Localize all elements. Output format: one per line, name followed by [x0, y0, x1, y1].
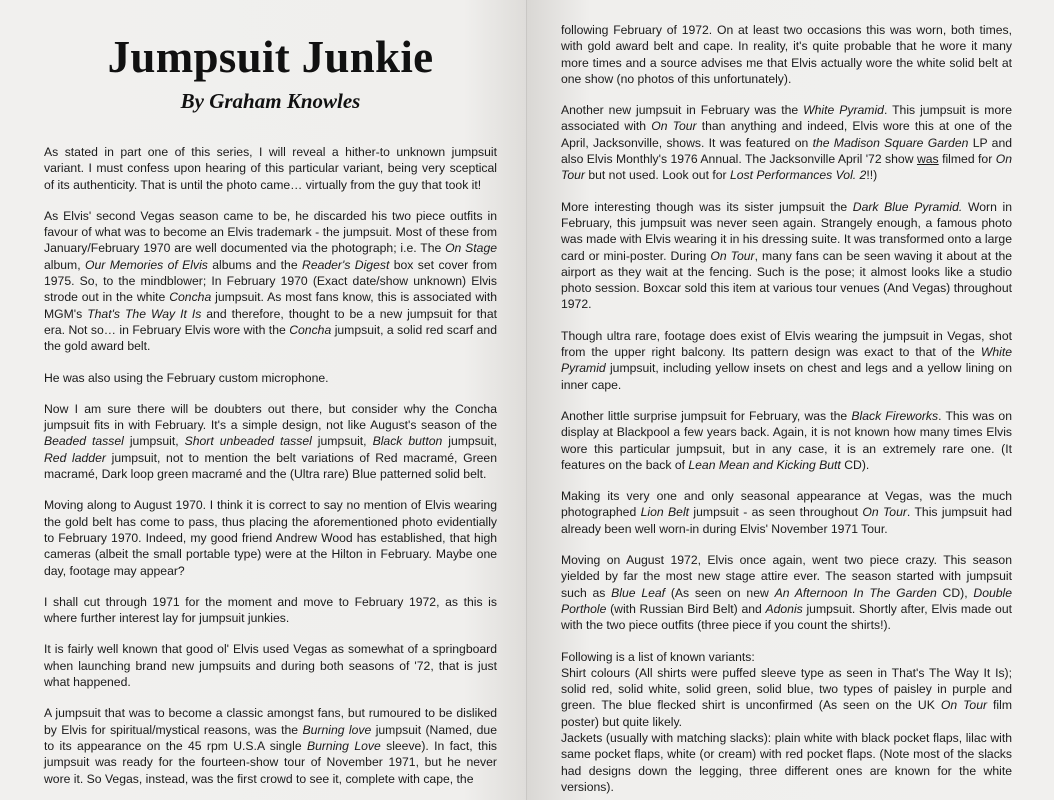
left-column-text: [44, 144, 497, 787]
body-text: jumpsuit,: [311, 434, 373, 449]
body-text: I shall cut through 1971 for the moment and move to February 1972, as this is where further interest lay for jumpsuit junkies.: [44, 594, 497, 626]
body-text: As stated in part one of this series, I will reveal a hither-to unknown jumpsuit variant. I must confess upon hearing of this particular variant, being very sceptical of its authenticity. That is until the photo came… virtually from the guy that took it!: [44, 145, 497, 192]
body-text: Shirt colours (All shirts were puffed sleeve type as seen in That's The Way It Is); solid red, solid white, solid green, solid blue, two types of paisley in purple and green. The blue flecked shirt is unconfirmed (As seen on the UK: [561, 665, 1012, 713]
italic-title-text: Concha: [289, 322, 332, 337]
italic-title-text: Lean Mean and Kicking Butt: [688, 457, 841, 472]
body-text: jumpsuit (Named, due to its appearance on the 45 rpm U.S.A single: [44, 722, 497, 753]
article-paragraph: [561, 199, 1012, 313]
italic-title-text: On Stage: [445, 241, 497, 256]
article-paragraph: [561, 488, 1012, 537]
body-text: Following is a list of known variants:: [561, 649, 755, 664]
article-paragraph: [44, 641, 497, 690]
body-text: jumpsuit,: [123, 434, 185, 449]
article-byline: By Graham Knowles: [180, 89, 361, 113]
body-text: , many fans can be seen waving it about at the airport as they wait at the fencing. Such is the pose; it almost looks like a studio photo session. Boxcar sold this item at various tour venues (And Vegas) throughout 1972.: [561, 248, 1013, 312]
body-text: (As seen on new: [665, 585, 775, 600]
body-text: jumpsuit, not to mention the belt variations of Red macramé, Green macramé, Dark loop green macramé and the (Ultra rare) Blue patterned solid belt.: [44, 450, 497, 482]
body-text: and therefore, thought to be a new jumpsuit for that era. Not so… in February Elvis wore with the: [44, 306, 497, 337]
body-text: box set cover from 1975. So, to the mindblower; In February 1970 (Exact date/show unknown) Elvis strode out in the white: [44, 257, 498, 305]
article-title: Jumpsuit Junkie: [107, 32, 434, 82]
article-paragraph: [44, 497, 497, 578]
italic-title-text: Lion Belt: [640, 505, 690, 520]
italic-title-text: An Afternoon In The Garden: [774, 585, 937, 600]
body-text: . This was on display at Blackpool a few years back. Again, it is not known how many times Elvis wore this particular jumpsuit, but in any case, it is an extremely rare one. (It features on the back of: [561, 408, 1012, 472]
italic-title-text: On Tour: [651, 119, 697, 134]
italic-title-text: Dark Blue Pyramid.: [852, 199, 963, 214]
article-paragraph: [44, 208, 497, 355]
body-text: film poster) but quite likely.: [561, 698, 1012, 729]
right-column-text: [561, 22, 1012, 795]
article-paragraph: [44, 370, 497, 386]
body-text: It is fairly well known that good ol' Elvis used Vegas as somewhat of a springboard when launching brand new jumpsuits and during both seasons of '72, that is just what happened.: [44, 642, 497, 690]
body-text: but not used. Look out for: [584, 168, 730, 183]
article-paragraph: [561, 649, 1012, 796]
body-text: jumpsuit, a solid red scarf and the gold award belt.: [44, 322, 497, 354]
article-paragraph: [561, 22, 1012, 87]
body-text: Moving on August 1972, Elvis once again, went two piece crazy. This season yielded by far the most new stage attire ever. The season started with jumpsuit such as: [561, 553, 1012, 600]
body-text: . This jumpsuit is more associated with: [561, 103, 1012, 134]
body-text: CD).: [840, 457, 870, 472]
italic-title-text: Black Fireworks: [851, 408, 939, 423]
italic-title-text: Red ladder: [44, 450, 106, 465]
article-paragraph: [44, 594, 497, 627]
body-text: Worn in February, this jumpsuit was never seen again. Strangely enough, a famous photo was made with Elvis wearing it in his dressing suite. It was transformed onto a large card or mini-poster. During: [561, 199, 1012, 263]
article-paragraph: [561, 328, 1012, 393]
body-text: jumpsuit - as seen throughout: [689, 505, 863, 520]
body-text: Though ultra rare, footage does exist of Elvis wearing the jumpsuit in Vegas, shot from the upper right balcony. Its pattern design was exact to that of the: [561, 328, 1012, 360]
body-text: He was also using the February custom microphone.: [44, 370, 329, 385]
body-text: . This jumpsuit had already been well worn-in during Elvis' November 1971 Tour.: [561, 505, 1012, 536]
italic-title-text: On Tour: [940, 698, 988, 713]
body-text: jumpsuit. Shortly after, Elvis made out with the two piece outfits (three piece if you count the shirts!).: [561, 601, 1012, 633]
italic-title-text: White Pyramid: [803, 103, 884, 118]
body-text: Moving along to August 1970. I think it is correct to say no mention of Elvis wearing the gold belt has come to pass, thus placing the aforementioned photo evidentially to February 1970. Indeed, my good friend Andrew Wood has established, that high cameras (albeit the small portable type) were at the Hilton in February. Maybe one day, footage may appear?: [44, 498, 497, 578]
italic-title-text: Short unbeaded tassel: [184, 434, 312, 449]
body-text: than anything and indeed, Elvis wore this at one of the April, Jacksonville, shows. It was featured on: [561, 119, 1012, 150]
italic-title-text: Lost Performances Vol. 2: [729, 168, 867, 183]
body-text: jumpsuit,: [442, 434, 498, 449]
body-text: following February of 1972. On at least two occasions this was worn, both times, with gold award belt and cape. In reality, it's quite probable that he wore it many more times and a source advises me that Elvis actually wore the white solid belt at one show (no photos of this unfortunately).: [561, 23, 1012, 86]
body-text: More interesting though was its sister jumpsuit the: [561, 199, 853, 214]
italic-title-text: On Tour: [561, 152, 1012, 183]
italic-title-text: On Tour: [862, 505, 907, 520]
italic-title-text: Double Porthole: [561, 585, 1013, 616]
italic-title-text: On Tour: [710, 248, 755, 263]
italic-title-text: Burning love: [302, 722, 372, 737]
body-text: Jackets (usually with matching slacks): plain white with black pocket flaps, lilac with same pocket flaps, white (or cream) with red pocket flaps. (Note most of the slacks had designs down the legging, three different ones are known for the white versions).: [561, 730, 1012, 794]
italic-title-text: White Pyramid: [561, 345, 1012, 376]
italic-title-text: Black button: [372, 434, 443, 449]
body-text: jumpsuit. As most fans know, this is associated with MGM's: [44, 290, 498, 321]
italic-title-text: Burning Love: [306, 738, 381, 753]
body-text: album,: [44, 257, 85, 272]
italic-title-text: Reader's Digest: [302, 257, 390, 272]
italic-title-text: Concha: [169, 290, 212, 305]
article-paragraph: [561, 408, 1012, 473]
body-text: As Elvis' second Vegas season came to be, he discarded his two piece outfits in favour of what was to become an Elvis trademark - the jumpsuit. Most of these from January/February 1970 are well documented via the photograph; i.e. The: [44, 208, 497, 256]
article-paragraph: [44, 144, 497, 193]
body-text: filmed for: [938, 152, 996, 167]
body-text: jumpsuit, including yellow insets on chest and legs and a yellow lining on inner cape.: [561, 361, 1012, 392]
body-text: CD),: [936, 585, 974, 600]
body-text: Now I am sure there will be doubters out there, but consider why the Concha jumpsuit fits in with February. It's a simple design, not like August's season of the: [44, 401, 497, 433]
body-text: LP and also Elvis Monthly's 1976 Annual. The Jacksonville April '72 show: [561, 135, 1013, 167]
underlined-text: was: [916, 152, 939, 167]
body-text: Another little surprise jumpsuit for February, was the: [561, 408, 852, 423]
right-page: [527, 0, 1054, 800]
italic-title-text: Blue Leaf: [611, 585, 666, 600]
body-text: albums and the: [207, 257, 303, 272]
body-text: Making its very one and only seasonal appearance at Vegas, was the much photographed: [561, 489, 1012, 520]
italic-title-text: Adonis: [765, 601, 803, 616]
italic-title-text: That's The Way It Is: [87, 306, 202, 321]
article-paragraph: [44, 705, 497, 786]
italic-title-text: the Madison Square Garden: [812, 135, 969, 150]
italic-title-text: Beaded tassel: [44, 434, 124, 449]
body-text: A jumpsuit that was to become a classic amongst fans, but rumoured to be disliked by Elvis for spiritual/mystical reasons, was the: [44, 706, 497, 737]
article-paragraph: [561, 102, 1012, 183]
body-text: !!): [866, 168, 878, 183]
italic-title-text: Our Memories of Elvis: [84, 257, 208, 272]
article-paragraph: [561, 552, 1012, 633]
body-text: Another new jumpsuit in February was the: [561, 103, 804, 118]
body-text: sleeve). In fact, this jumpsuit was ready for the fourteen-show tour of November 1971, but he never wore it. So Vegas, instead, was the first crowd to see it, complete with cape, the: [44, 738, 497, 786]
body-text: (with Russian Bird Belt) and: [606, 601, 766, 616]
article-paragraph: [44, 401, 497, 482]
